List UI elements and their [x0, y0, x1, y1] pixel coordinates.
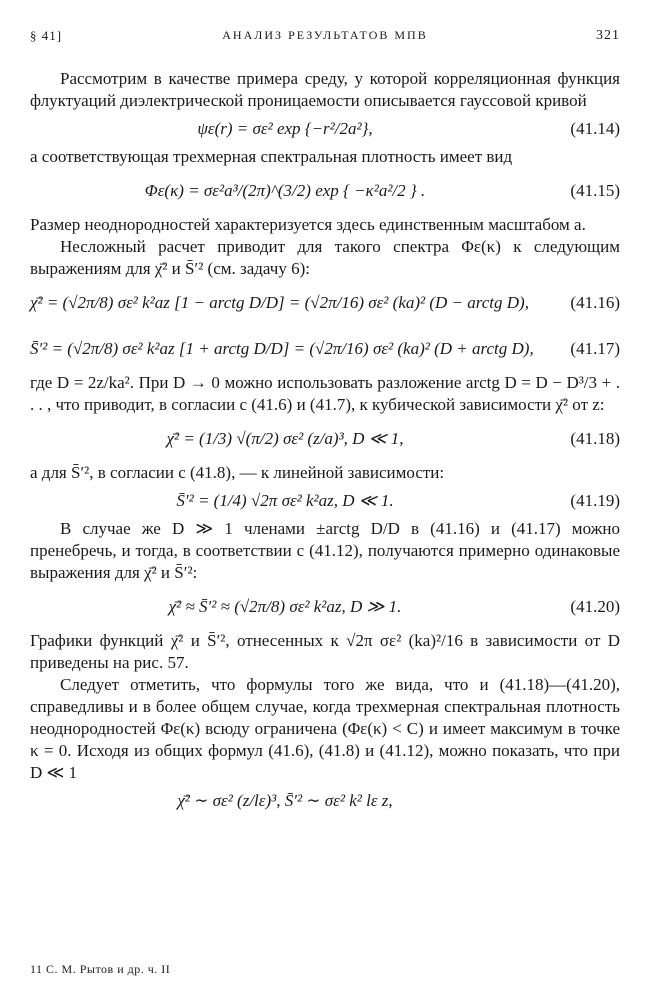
running-header	[30, 28, 620, 48]
paragraph: а соответствующая трехмерная спектральная плотность имеет вид	[30, 147, 513, 166]
equation-expression: ψε(r) = σε² exp {−r²/2a²},	[197, 119, 373, 138]
equation-41-20	[30, 584, 620, 630]
equation-expression: χ̄² ∼ σε² (z/lε)³, S̄′² ∼ σε² k² lε z,	[177, 791, 393, 810]
equation-expression: Φε(κ) = σε²a³/(2π)^(3/2) exp { −κ²a²/2 } .	[144, 181, 426, 200]
equation-41-18	[30, 416, 620, 462]
equation-41-17	[30, 326, 620, 372]
equation-expression: χ̄² ≈ S̄′² ≈ (√2π/8) σε² k²az, D ≫ 1.	[168, 597, 402, 616]
paragraph: Графики функций χ̄² и S̄′², отнесенных к √2π σε² (ka)²/16 в зависимости от D приведены на рис. 57.	[30, 631, 620, 672]
equation-number: (41.17)	[570, 339, 620, 358]
equation-41-19	[30, 484, 620, 518]
signature-footer: 11 С. М. Рытов и др. ч. II	[30, 962, 171, 976]
equation-number: (41.14)	[570, 119, 620, 138]
equation-expression: χ̄² = (√2π/8) σε² k²az [1 − arctg D/D] = (√2π/16) σε² (ka)² (D − arctg D),	[30, 293, 529, 312]
paragraph: а для S̄′², в согласии с (41.8), — к линейной зависимости:	[30, 463, 445, 482]
paragraph: Несложный расчет приводит для такого спектра Φε(κ) к следующим выражениям для χ̄² и S̄′² (см. задачу 6):	[30, 237, 620, 278]
equation-number: (41.16)	[570, 293, 620, 312]
equation-expression: S̄′² = (√2π/8) σε² k²az [1 + arctg D/D] = (√2π/16) σε² (ka)² (D + arctg D),	[30, 339, 534, 358]
paragraph: Рассмотрим в качестве примера среду, у которой корреляционная функция флуктуаций диэлектрической проницаемости описывается гауссовой кривой	[30, 69, 620, 110]
equation-number: (41.19)	[570, 491, 620, 510]
equation-41-14	[30, 112, 620, 146]
equation-unnumbered	[30, 784, 620, 818]
page-number: 321	[596, 28, 620, 43]
page-body	[30, 68, 620, 818]
equation-number: (41.20)	[570, 597, 620, 616]
equation-number: (41.15)	[570, 181, 620, 200]
equation-41-15	[30, 168, 620, 214]
equation-number: (41.18)	[570, 429, 620, 448]
section-marker: § 41]	[30, 28, 63, 43]
running-title: АНАЛИЗ РЕЗУЛЬТАТОВ МПВ	[222, 28, 428, 42]
equation-41-16	[30, 280, 620, 326]
equation-expression: χ̄² = (1/3) √(π/2) σε² (z/a)³, D ≪ 1,	[166, 429, 404, 448]
paragraph: В случае же D ≫ 1 членами ±arctg D/D в (41.16) и (41.17) можно пренебречь, и тогда, в соответствии с (41.12), получаются примерно одинаковые выражения для χ̄² и S̄′²:	[30, 519, 620, 582]
paragraph: Следует отметить, что формулы того же вида, что и (41.18)—(41.20), справедливы и в более общем случае, когда трехмерная спектральная плотность неоднородностей Φε(κ) всюду ограничена (Φε(κ) < C) и имеет максимум в точке κ = 0. Исходя из общих формул (41.6), (41.8) и (41.12), можно показать, что при D ≪ 1	[30, 675, 620, 782]
paragraph: где D = 2z/ka². При D → 0 можно использовать разложение arctg D = D − D³/3 + . . . , что приводит, в согласии с (41.6) и (41.7), к кубической зависимости χ̄² от z:	[30, 373, 620, 414]
equation-expression: S̄′² = (1/4) √2π σε² k²az, D ≪ 1.	[176, 491, 394, 510]
paragraph: Размер неоднородностей характеризуется здесь единственным масштабом a.	[30, 215, 586, 234]
